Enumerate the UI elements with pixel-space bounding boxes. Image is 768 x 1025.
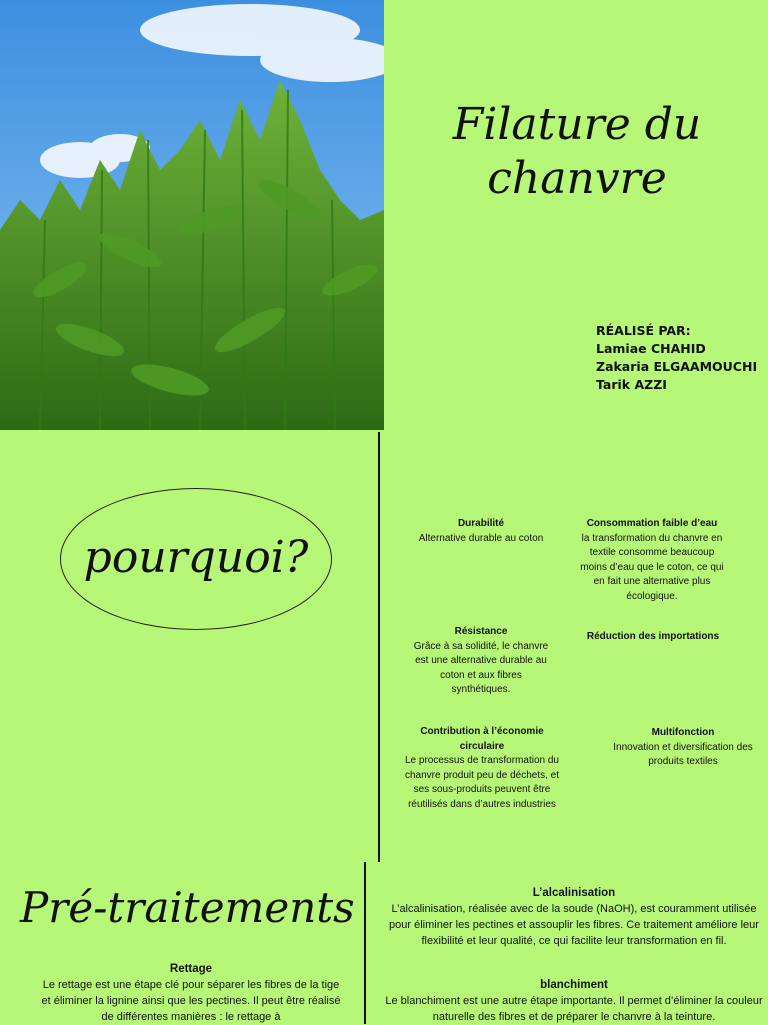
rettage-title: Rettage: [169, 963, 213, 975]
divider-line-bottom: [364, 862, 366, 1024]
pourquoi-heading: pourquoi?: [83, 532, 309, 583]
feature-resistance: [410, 625, 552, 698]
feature-consommation-eau: [580, 517, 724, 604]
cover-title-panel: [386, 0, 768, 430]
title-line-1: Filature du: [452, 99, 702, 150]
alcalinisation-section: [384, 885, 764, 949]
feature-multifonction: [608, 726, 758, 770]
hemp-field-illustration: [0, 0, 384, 430]
feature-text: Alternative durable au coton: [418, 532, 544, 544]
feature-text: Grâce à sa solidité, le chanvre est une alternative durable au coton et aux fibres synthétiques.: [413, 640, 549, 695]
blanchiment-text: Le blanchiment est une autre étape importante. Il permet d’éliminer la couleur naturelle des fibres et de préparer le chanvre à la teinture.: [385, 995, 763, 1023]
feature-economie-circulaire: [402, 725, 562, 812]
feature-durabilite: [404, 517, 558, 546]
pretreatments-heading: Pré-traitements: [20, 883, 355, 932]
rettage-section: [38, 961, 344, 1025]
blanchiment-section: [380, 977, 768, 1025]
divider-line-middle: [378, 432, 380, 862]
author-1: Lamiae CHAHID: [596, 341, 706, 356]
authors-label: RÉALISÉ PAR:: [596, 323, 691, 338]
feature-title: Réduction des importations: [586, 631, 720, 642]
feature-title: Contribution à l’économie circulaire: [420, 726, 544, 752]
authors-block: [596, 322, 757, 394]
author-3: Tarik AZZI: [596, 377, 667, 392]
author-2: Zakaria ELGAAMOUCHI: [596, 359, 758, 374]
rettage-text: Le rettage est une étape clé pour séparer les fibres de la tige et éliminer la lignine ainsi que les pectines. Il peut être réalisé de différentes manières : le rettage à: [41, 979, 341, 1023]
feature-title: Durabilité: [457, 518, 505, 529]
document-title: [386, 98, 768, 206]
feature-title: Multifonction: [651, 727, 715, 738]
feature-title: Résistance: [454, 626, 508, 637]
hemp-field-photo: [0, 0, 384, 430]
feature-reduction-importations: [580, 630, 726, 645]
feature-text: Innovation et diversification des produits textiles: [613, 741, 753, 767]
alcalinisation-title: L’alcalinisation: [532, 887, 616, 899]
feature-text: Le processus de transformation du chanvre produit peu de déchets, et ses sous-produits peuvent être réutilisés dans d’autres industries: [405, 755, 559, 810]
blanchiment-title: blanchiment: [540, 979, 608, 991]
title-line-2: chanvre: [487, 153, 667, 204]
feature-title: Consommation faible d’eau: [586, 518, 718, 529]
feature-text: la transformation du chanvre en textile consomme beaucoup moins d’eau que le coton, ce qui en fait une alternative plus écologique.: [580, 532, 724, 602]
alcalinisation-text: L’alcalinisation, réalisée avec de la soude (NaOH), est couramment utilisée pour éliminer les pectines et assouplir les fibres. Ce traitement améliore leur flexibilité et leur qualité, ce qui facilite leur transformation en fil.: [389, 903, 759, 947]
